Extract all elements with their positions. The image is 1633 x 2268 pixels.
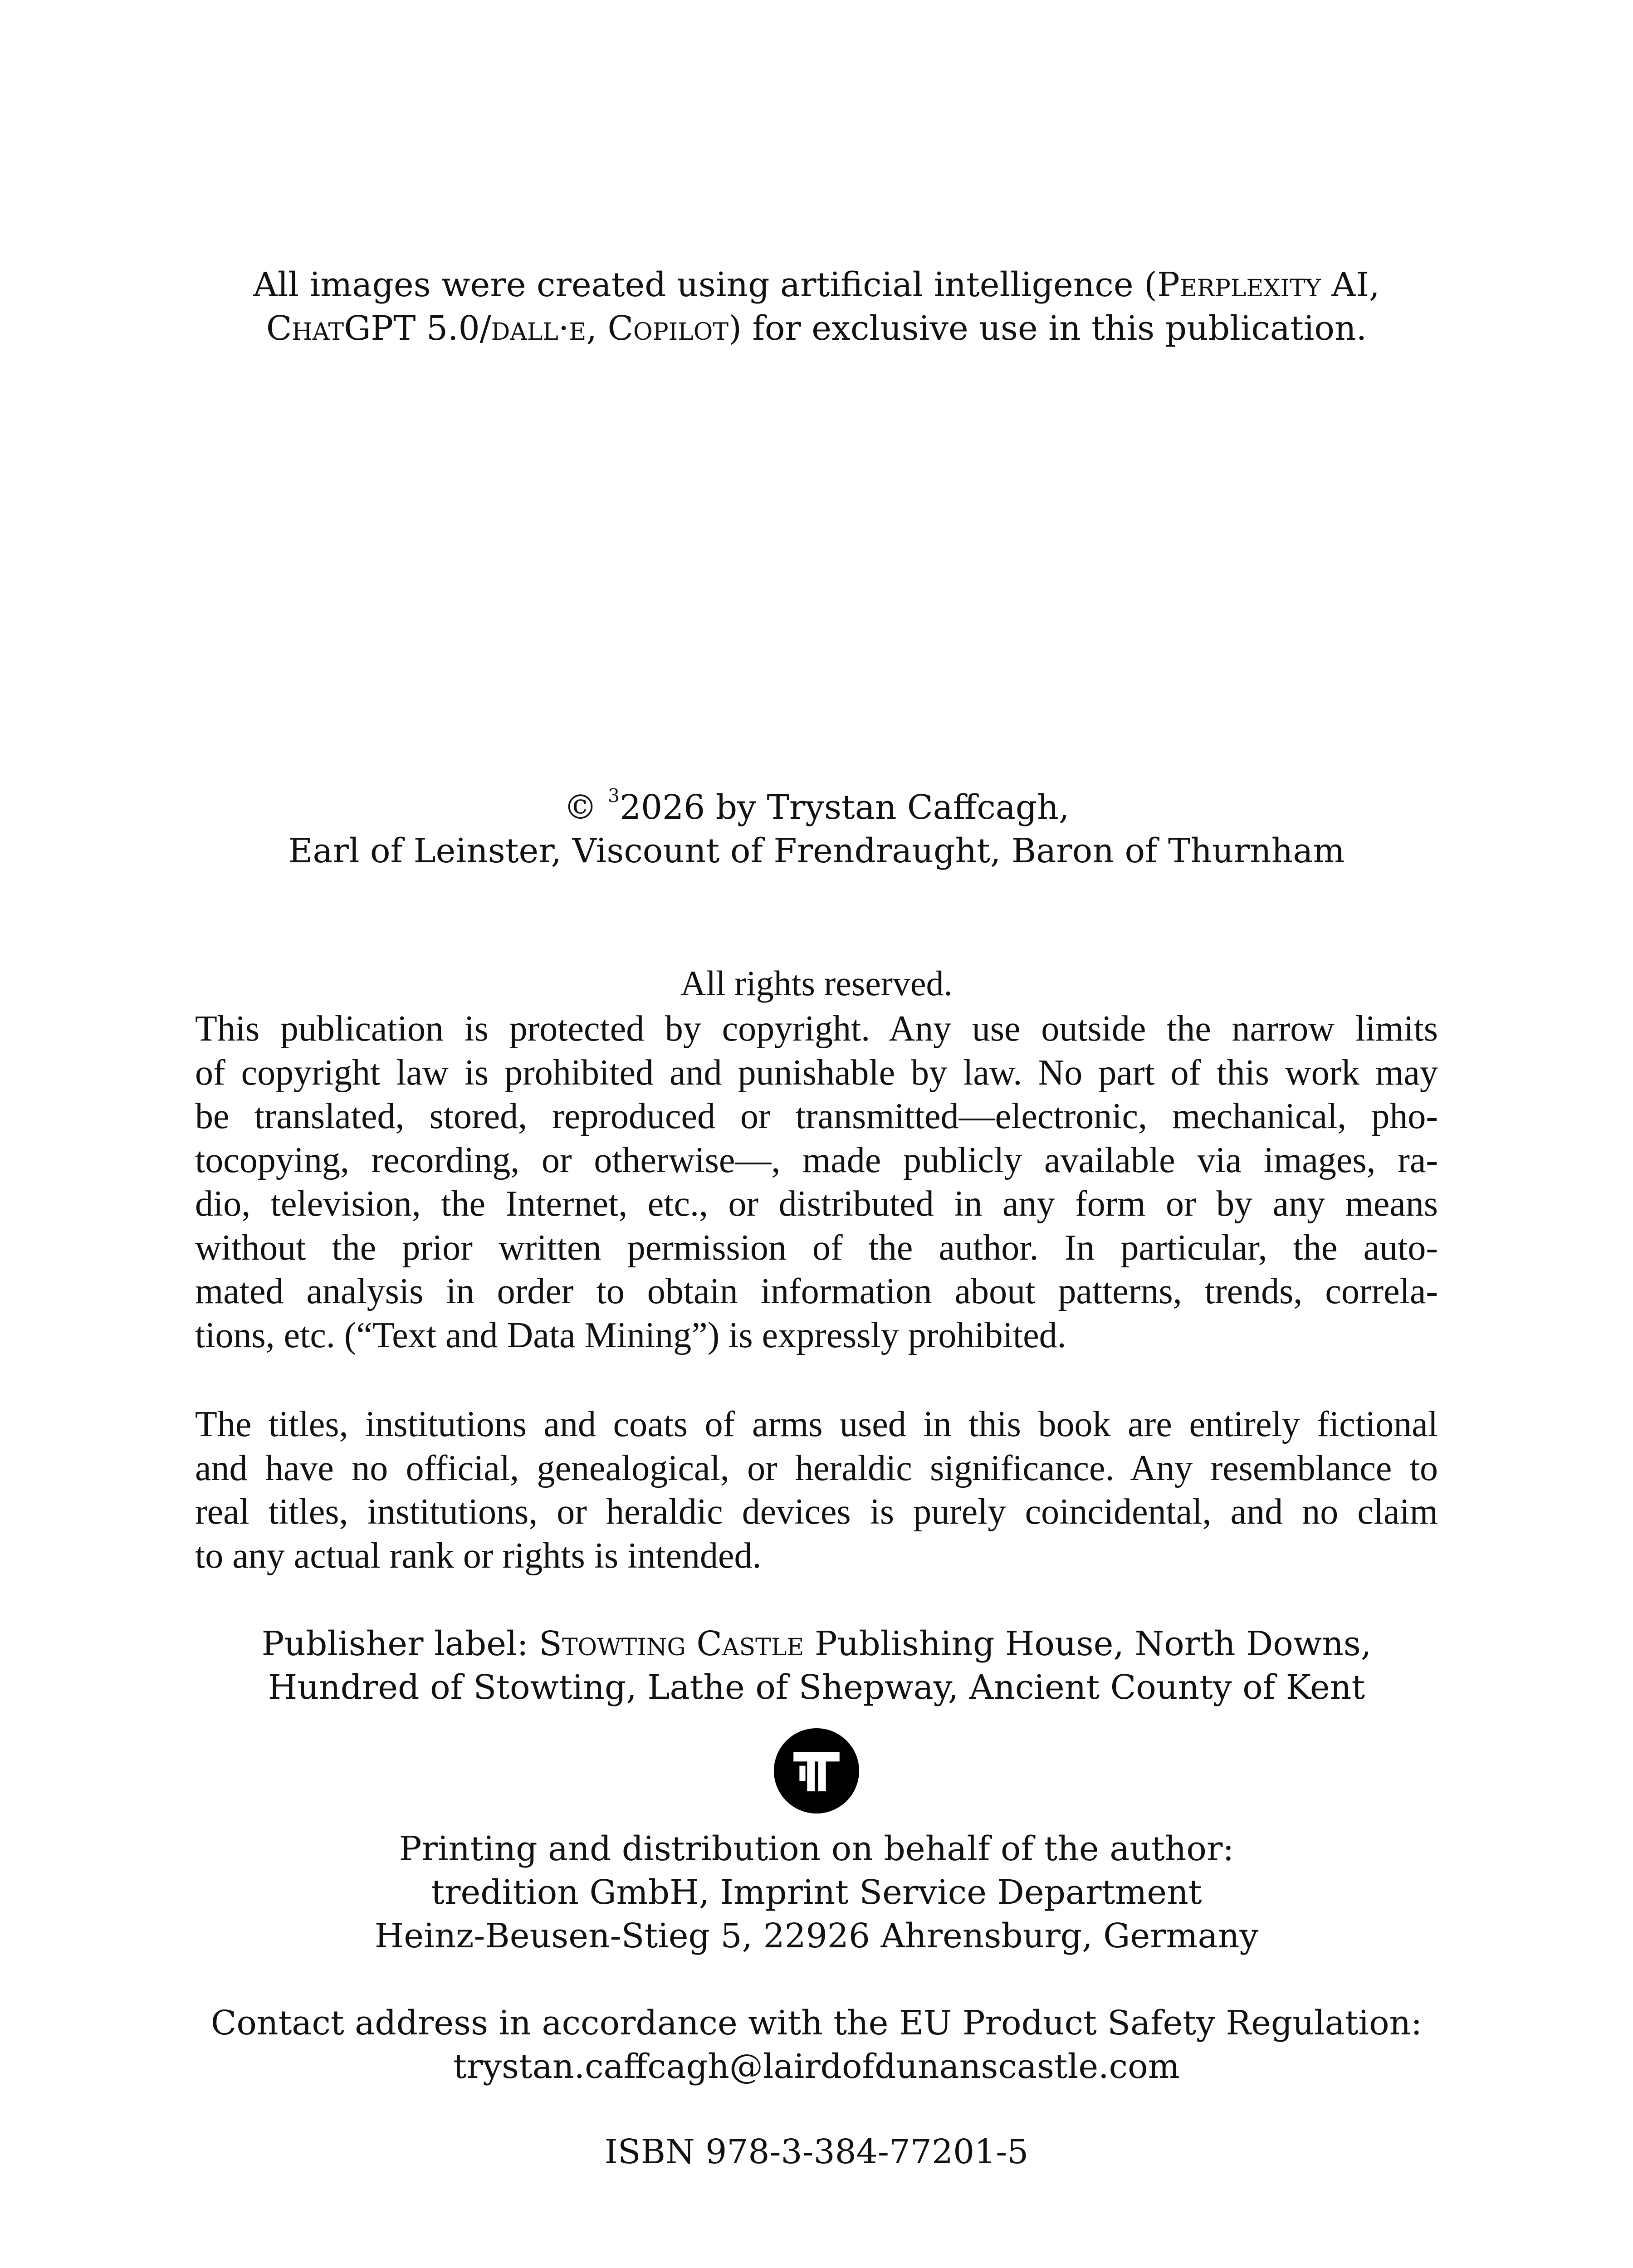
- printing-line-2: tredition GmbH, Imprint Service Department: [431, 1873, 1202, 1912]
- fiction-disclaimer: [195, 1403, 1438, 1578]
- rights-line: be translated, stored, reproduced or transmitted—electronic, mechanical, pho-: [195, 1096, 1438, 1136]
- rights-line: tocopying, recording, or otherwise—, made publicly available via images, ra-: [195, 1140, 1438, 1180]
- publisher-line-2: Hundred of Stowting, Lathe of Shepway, Ancient County of Kent: [268, 1668, 1365, 1707]
- rights-line: without the prior written permission of the author. In particular, the auto-: [195, 1227, 1438, 1268]
- image-credits: [0, 263, 1633, 350]
- contact-email: trystan.caffcagh@lairdofdunanscastle.com: [453, 2047, 1180, 2086]
- publisher-label: [0, 1622, 1633, 1709]
- copyright-notice: [0, 786, 1633, 873]
- rights-line: of copyright law is prohibited and punishable by law. No part of this work may: [195, 1052, 1438, 1093]
- rights-line: mated analysis in order to obtain information about patterns, trends, correla-: [195, 1271, 1438, 1311]
- rights-heading: All rights reserved.: [680, 963, 953, 1003]
- credits-line-2: ChatGPT 5.0/dall·e, Copilot) for exclusive use in this publication.: [266, 309, 1367, 348]
- printing-distribution: [0, 1827, 1633, 1958]
- disclaimer-line: The titles, institutions and coats of arms used in this book are entirely fictional: [195, 1404, 1438, 1444]
- disclaimer-line: to any actual rank or rights is intended.: [195, 1535, 762, 1576]
- copyright-line: © $^3$2026 by Trystan Caffcagh,: [563, 785, 1070, 827]
- disclaimer-line: and have no official, genealogical, or heraldic significance. Any resemblance to: [195, 1448, 1438, 1488]
- contact-line: Contact address in accordance with the EU Product Safety Regulation:: [210, 2004, 1423, 2043]
- isbn: ISBN 978-3-384-77201-5: [604, 2132, 1029, 2171]
- disclaimer-line: real titles, institutions, or heraldic devices is purely coincidental, and no claim: [195, 1492, 1438, 1532]
- contact-address: [0, 2001, 1633, 2088]
- publisher-line-1: Publisher label: Stowting Castle Publishing House, North Downs,: [261, 1624, 1372, 1663]
- rights-paragraph: [195, 1007, 1438, 1357]
- rights-line: tions, etc. (“Text and Data Mining”) is expressly prohibited.: [195, 1315, 1066, 1355]
- credits-line-1: All images were created using artificial intelligence (Perplexity AI,: [253, 265, 1380, 304]
- printing-line-3: Heinz-Beusen-Stieg 5, 22926 Ahrensburg, Germany: [374, 1916, 1259, 1955]
- tredition-logo-icon: [774, 1728, 859, 1813]
- rights-line: dio, television, the Internet, etc., or distributed in any form or by any means: [195, 1184, 1438, 1224]
- printing-line-1: Printing and distribution on behalf of the author:: [399, 1829, 1234, 1868]
- author-titles: Earl of Leinster, Viscount of Frendraught, Baron of Thurnham: [288, 831, 1345, 870]
- rights-line: This publication is protected by copyright. Any use outside the narrow limits: [195, 1009, 1438, 1049]
